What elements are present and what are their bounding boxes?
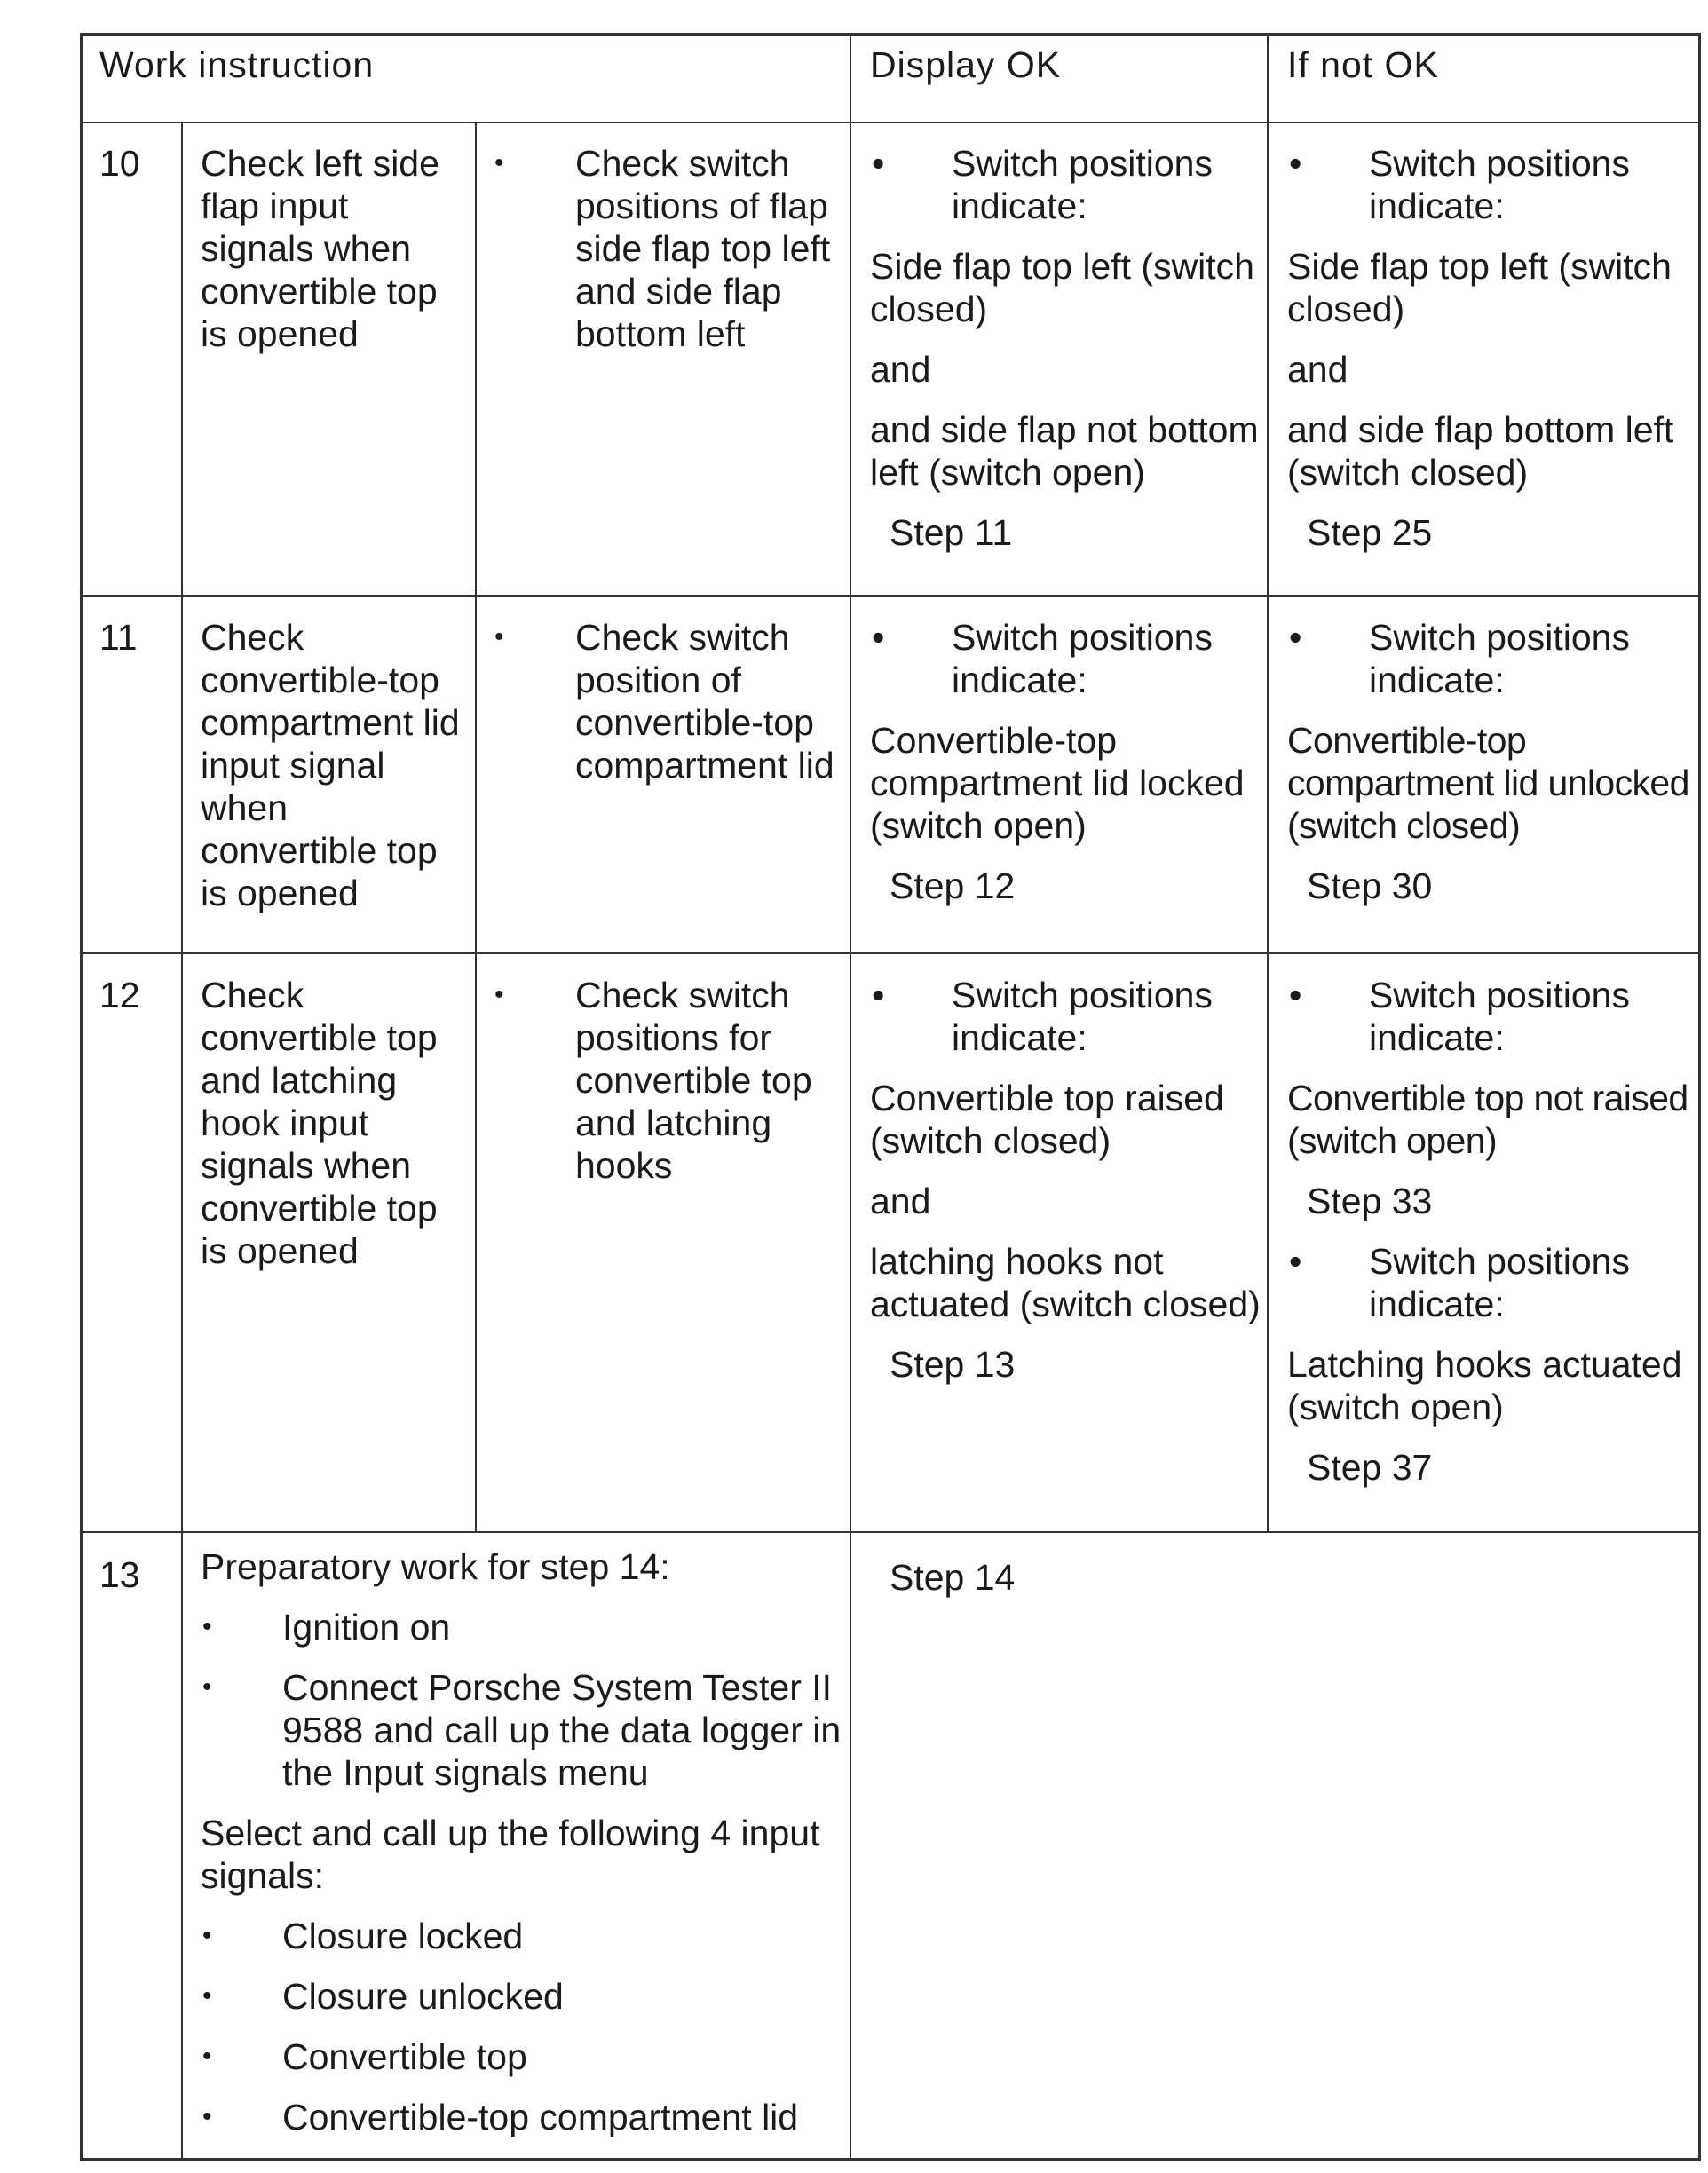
- col-divider-display: [850, 33, 851, 2161]
- preparatory-work: [201, 1545, 844, 2138]
- list-item: Convertible top: [282, 2036, 527, 2077]
- step-action: [490, 142, 845, 355]
- display-ok-cell: [870, 616, 1261, 907]
- ok-bullet-text: Switch positions indicate:: [952, 617, 1213, 700]
- step-action: [490, 616, 845, 786]
- step-number: 13: [99, 1554, 140, 1595]
- bullet-marker: •: [202, 2042, 212, 2071]
- list-item: Connect Porsche System Tester II 9588 and call up the data logger in the Input signals menu: [282, 1667, 842, 1793]
- divider-row11: [80, 952, 1701, 954]
- divider-header: [80, 122, 1701, 123]
- action-text: Check switch position of convertible-top compartment lid: [575, 617, 834, 786]
- step-reference: Step 12: [890, 865, 1016, 906]
- step-number: 12: [99, 975, 140, 1015]
- step-reference: Step 14: [890, 1557, 1016, 1598]
- list-item: Closure unlocked: [282, 1976, 564, 2017]
- if-not-ok-cell: [1287, 616, 1696, 907]
- ok-text: latching hooks not actuated (switch closed): [870, 1241, 1261, 1324]
- nok-bullet-text: Switch positions indicate:: [1369, 617, 1630, 700]
- bullet-marker: •: [872, 975, 885, 1015]
- nok-bullet-text: Switch positions indicate:: [1369, 143, 1630, 226]
- divider-row12: [80, 1531, 1701, 1533]
- ok-text: and: [870, 349, 931, 390]
- step-description: Check convertible top and latching hook input signals when convertible top is opened: [201, 975, 438, 1271]
- nok-bullet-text: Switch positions indicate:: [1369, 975, 1630, 1058]
- bullet-marker: •: [202, 2102, 212, 2131]
- ok-bullet-text: Switch positions indicate:: [952, 143, 1213, 226]
- bullet-marker: •: [202, 1981, 212, 2011]
- ok-text: and side flap not bottom left (switch open): [870, 409, 1259, 493]
- ok-text: and: [870, 1181, 931, 1221]
- action-text: Check switch positions for convertible top and latching hooks: [575, 975, 812, 1186]
- ok-bullet-text: Switch positions indicate:: [952, 975, 1213, 1058]
- divider-row10: [80, 595, 1701, 597]
- action-text: Check switch positions of flap side flap top left and side flap bottom left: [575, 143, 831, 354]
- border-left: [80, 33, 83, 2161]
- ok-text: Convertible top raised (switch closed): [870, 1078, 1224, 1161]
- step-reference: Step 11: [890, 512, 1013, 553]
- bullet-marker: •: [202, 1612, 212, 1641]
- step-action: [490, 974, 845, 1187]
- display-ok-cell: [870, 142, 1261, 554]
- nok-text: and: [1287, 349, 1348, 390]
- step-number: 11: [99, 617, 138, 658]
- list-item: Closure locked: [282, 1916, 524, 1956]
- step-number: 10: [99, 143, 140, 184]
- header-if-not-ok: If not OK: [1287, 44, 1439, 85]
- list-item: Ignition on: [282, 1607, 451, 1648]
- bullet-marker: •: [1289, 617, 1302, 658]
- col-divider-action: [475, 122, 477, 1533]
- step-reference: Step 25: [1307, 512, 1433, 553]
- nok-text: and side flap bottom left (switch closed): [1287, 409, 1674, 493]
- nok-text: Latching hooks actuated (switch open): [1287, 1344, 1682, 1427]
- step-description: Check convertible-top compartment lid input signal when convertible top is opened: [201, 617, 460, 913]
- mid-text: Select and call up the following 4 input signals:: [201, 1813, 820, 1896]
- step-reference: Step 33: [1307, 1181, 1433, 1221]
- step-reference: Step 13: [890, 1344, 1016, 1385]
- ok-text: Side flap top left (switch closed): [870, 246, 1254, 329]
- col-divider-num: [181, 122, 183, 2161]
- bullet-marker: •: [494, 148, 504, 178]
- header-work-instruction: Work instruction: [99, 44, 375, 85]
- step-reference: Step 37: [1307, 1447, 1433, 1488]
- bullet-marker: •: [872, 143, 885, 184]
- step-reference: Step 30: [1307, 865, 1433, 906]
- bullet-marker: •: [202, 1921, 212, 1950]
- bullet-marker: •: [872, 617, 885, 658]
- bullet-marker: •: [1289, 143, 1302, 184]
- intro-text: Preparatory work for step 14:: [201, 1546, 670, 1587]
- bullet-marker: •: [1289, 975, 1302, 1015]
- col-divider-notok: [1267, 33, 1269, 1533]
- bullet-marker: •: [494, 980, 504, 1009]
- if-not-ok-cell: [1287, 142, 1696, 554]
- header-display-ok: Display OK: [870, 44, 1062, 85]
- bullet-marker: •: [202, 1672, 212, 1702]
- ok-text: Convertible-top compartment lid locked (switch open): [870, 720, 1245, 846]
- border-bottom: [80, 2158, 1701, 2161]
- nok-text: Convertible-top compartment lid unlocked (switch closed): [1287, 720, 1689, 846]
- border-right: [1698, 33, 1701, 2161]
- nok-bullet-text: Switch positions indicate:: [1369, 1241, 1630, 1324]
- display-ok-cell: [870, 974, 1261, 1386]
- bullet-marker: •: [1289, 1241, 1302, 1282]
- border-top: [80, 33, 1701, 36]
- nok-text: Side flap top left (switch closed): [1287, 246, 1672, 329]
- list-item: Convertible-top compartment lid: [282, 2097, 799, 2137]
- nok-text: Convertible top not raised (switch open): [1287, 1078, 1688, 1161]
- bullet-marker: •: [494, 622, 504, 652]
- step-description: Check left side flap input signals when convertible top is opened: [201, 143, 439, 354]
- if-not-ok-cell: [1287, 974, 1696, 1489]
